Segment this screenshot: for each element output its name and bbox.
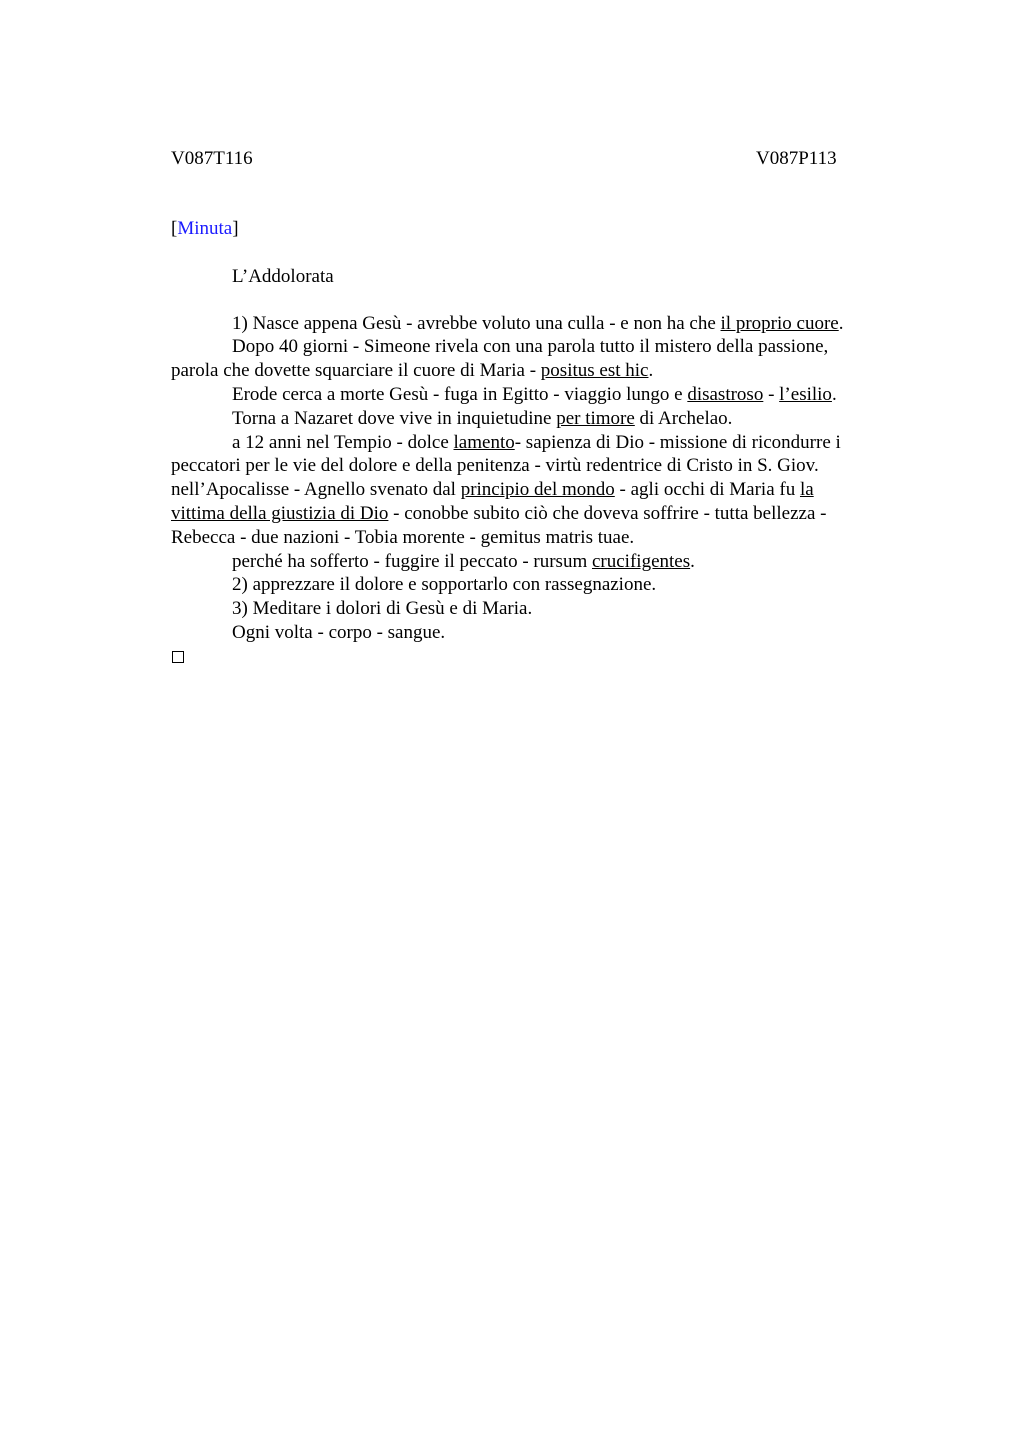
underlined-phrase: il proprio cuore xyxy=(720,312,839,334)
text-body xyxy=(171,312,901,663)
paragraph-3: Erode cerca a morte Gesù - fuga in Egitto - viaggio lungo e disastroso - l’esilio. xyxy=(232,383,837,405)
paragraph-1: 1) Nasce appena Gesù - avrebbe voluto una culla - e non ha che il proprio cuore. xyxy=(232,312,844,334)
paragraph-9: Ogni volta - corpo - sangue. xyxy=(232,621,446,643)
paragraph-5-line-3: nell’Apocalisse - Agnello svenato dal principio del mondo - agli occhi di Maria fu la xyxy=(171,479,814,501)
paragraph-5-line-2: peccatori per le vie del dolore e della penitenza - virtù redentrice di Cristo in S. Giov. xyxy=(171,455,819,477)
paragraph-5-line-4: vittima della giustizia di Dio - conobbe subito ciò che doveva soffrire - tutta bellezza - xyxy=(171,502,827,524)
paragraph-6: perché ha sofferto - fuggire il peccato - rursum crucifigentes. xyxy=(232,550,695,572)
paragraph-7: 2) apprezzare il dolore e sopportarlo con rassegnazione. xyxy=(232,574,657,596)
document-body xyxy=(171,217,901,663)
underlined-phrase: per timore xyxy=(556,407,635,429)
note-bracket-close: ] xyxy=(232,218,239,239)
paragraph-2-line-2: parola che dovette squarciare il cuore di Maria - positus est hic. xyxy=(171,360,654,382)
underlined-phrase: positus est hic xyxy=(540,360,649,382)
paragraph-2-line-1: Dopo 40 giorni - Simeone rivela con una parola tutto il mistero della passione, xyxy=(232,336,829,358)
paragraph-5-line-5: Rebecca - due nazioni - Tobia morente - gemitus matris tuae. xyxy=(171,526,635,548)
underlined-phrase: disastroso xyxy=(687,383,764,405)
note-bracket-open: [ xyxy=(171,218,178,239)
paragraph-8: 3) Meditare i dolori di Gesù e di Maria. xyxy=(232,598,533,620)
page-code: V087P113 xyxy=(756,148,837,169)
underlined-phrase: l’esilio xyxy=(779,383,832,405)
underlined-phrase: principio del mondo xyxy=(460,479,615,501)
underlined-phrase: crucifigentes xyxy=(591,550,691,572)
document-title: L’Addolorata xyxy=(232,265,334,287)
square-outline-icon xyxy=(172,651,184,663)
paragraph-4: Torna a Nazaret dove vive in inquietudine per timore di Archelao. xyxy=(232,407,733,429)
underlined-phrase: vittima della giustizia di Dio xyxy=(171,502,389,524)
underlined-phrase: la xyxy=(799,479,814,501)
minuta-link[interactable]: Minuta xyxy=(177,218,233,239)
underlined-phrase: lamento xyxy=(453,431,515,453)
document-code: V087T116 xyxy=(171,148,253,169)
draft-note xyxy=(171,217,901,241)
paragraph-5-line-1: a 12 anni nel Tempio - dolce lamento- sapienza di Dio - missione di ricondurre i xyxy=(232,431,841,453)
